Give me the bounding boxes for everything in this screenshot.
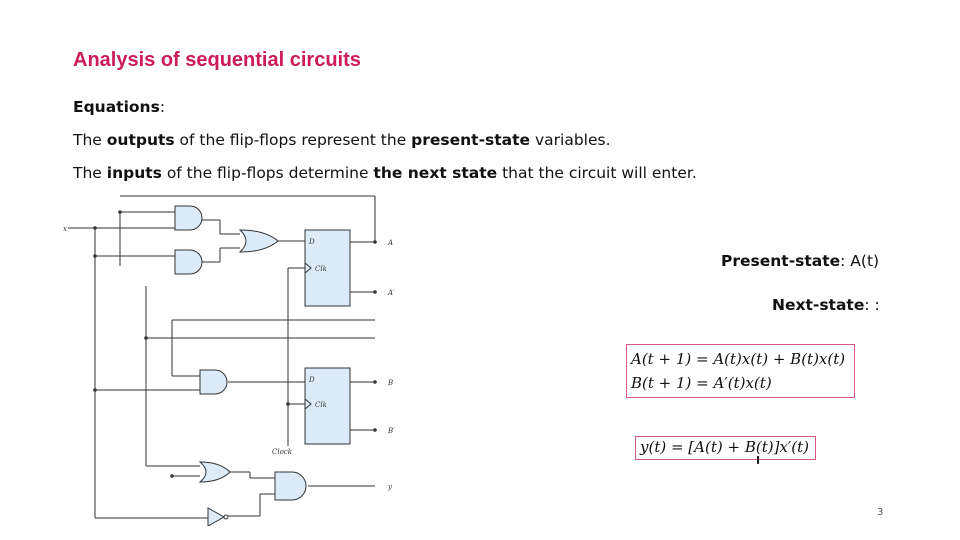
and-gate-4 (275, 472, 306, 500)
not-gate (208, 508, 224, 526)
state-equations-box (626, 344, 855, 398)
label-d-top: D (309, 238, 315, 246)
label-b-prime: B′ (388, 427, 395, 435)
text-bold-present-state: present-state (411, 131, 531, 149)
text-fragment: of the flip-flops represent the (174, 131, 412, 149)
present-state-label: Present-state (721, 252, 841, 270)
junction-dot (373, 428, 377, 432)
cursor-mark (757, 456, 759, 464)
text-fragment: The (73, 131, 107, 149)
label-x: x (63, 225, 67, 233)
output-equation-box: y(t) = [A(t) + B(t)]x′(t) (635, 436, 816, 460)
label-a-prime: A′ (388, 289, 395, 297)
text-bold-inputs: inputs (106, 164, 162, 182)
inputs-sentence (73, 164, 697, 182)
outputs-sentence (73, 131, 611, 149)
label-b: B (388, 379, 394, 387)
text-fragment: that the circuit will enter. (497, 164, 697, 182)
label-d-bottom: D (309, 376, 315, 384)
junction-dot (286, 402, 290, 406)
next-state-label: Next-state (772, 296, 865, 314)
junction-dot (373, 290, 377, 294)
text-fragment: of the flip-flops determine (161, 164, 374, 182)
label-clk-bottom: Clk (315, 401, 327, 409)
label-a: A (388, 239, 394, 247)
next-state-value: : : (864, 296, 880, 314)
junction-dot (93, 226, 97, 230)
or-gate-1 (240, 230, 278, 252)
equations-heading: Equations: (73, 98, 166, 116)
junction-dot (373, 380, 377, 384)
not-gate-bubble (224, 515, 228, 519)
junction-dot (93, 254, 97, 258)
equation-b: B(t + 1) = A′(t)x(t) (631, 374, 772, 392)
page-number: 3 (877, 507, 884, 518)
text-fragment: The (73, 164, 107, 182)
junction-dot (170, 474, 174, 478)
or-gate-2 (200, 462, 230, 482)
junction-dot (93, 388, 97, 392)
junction-dot (373, 240, 377, 244)
equation-a: A(t + 1) = A(t)x(t) + B(t)x(t) (631, 350, 846, 368)
present-state-value: : A(t) (840, 252, 880, 270)
slide-title: Analysis of sequential circuits (73, 49, 361, 71)
and-gate-2 (175, 250, 202, 274)
junction-dot (118, 210, 122, 214)
present-state-text (721, 252, 879, 270)
text-bold-next-state: the next state (373, 164, 498, 182)
text-bold-outputs: outputs (106, 131, 175, 149)
label-clock: Clock (272, 448, 292, 456)
label-clk-top: Clk (315, 265, 327, 273)
and-gate-3 (200, 370, 227, 394)
label-y: y (388, 483, 392, 491)
and-gate-1 (175, 206, 202, 230)
text-fragment: variables. (530, 131, 611, 149)
sequential-circuit-diagram (60, 186, 400, 526)
junction-dot (144, 336, 148, 340)
next-state-text (772, 296, 880, 314)
equations-label: Equations (73, 98, 160, 116)
